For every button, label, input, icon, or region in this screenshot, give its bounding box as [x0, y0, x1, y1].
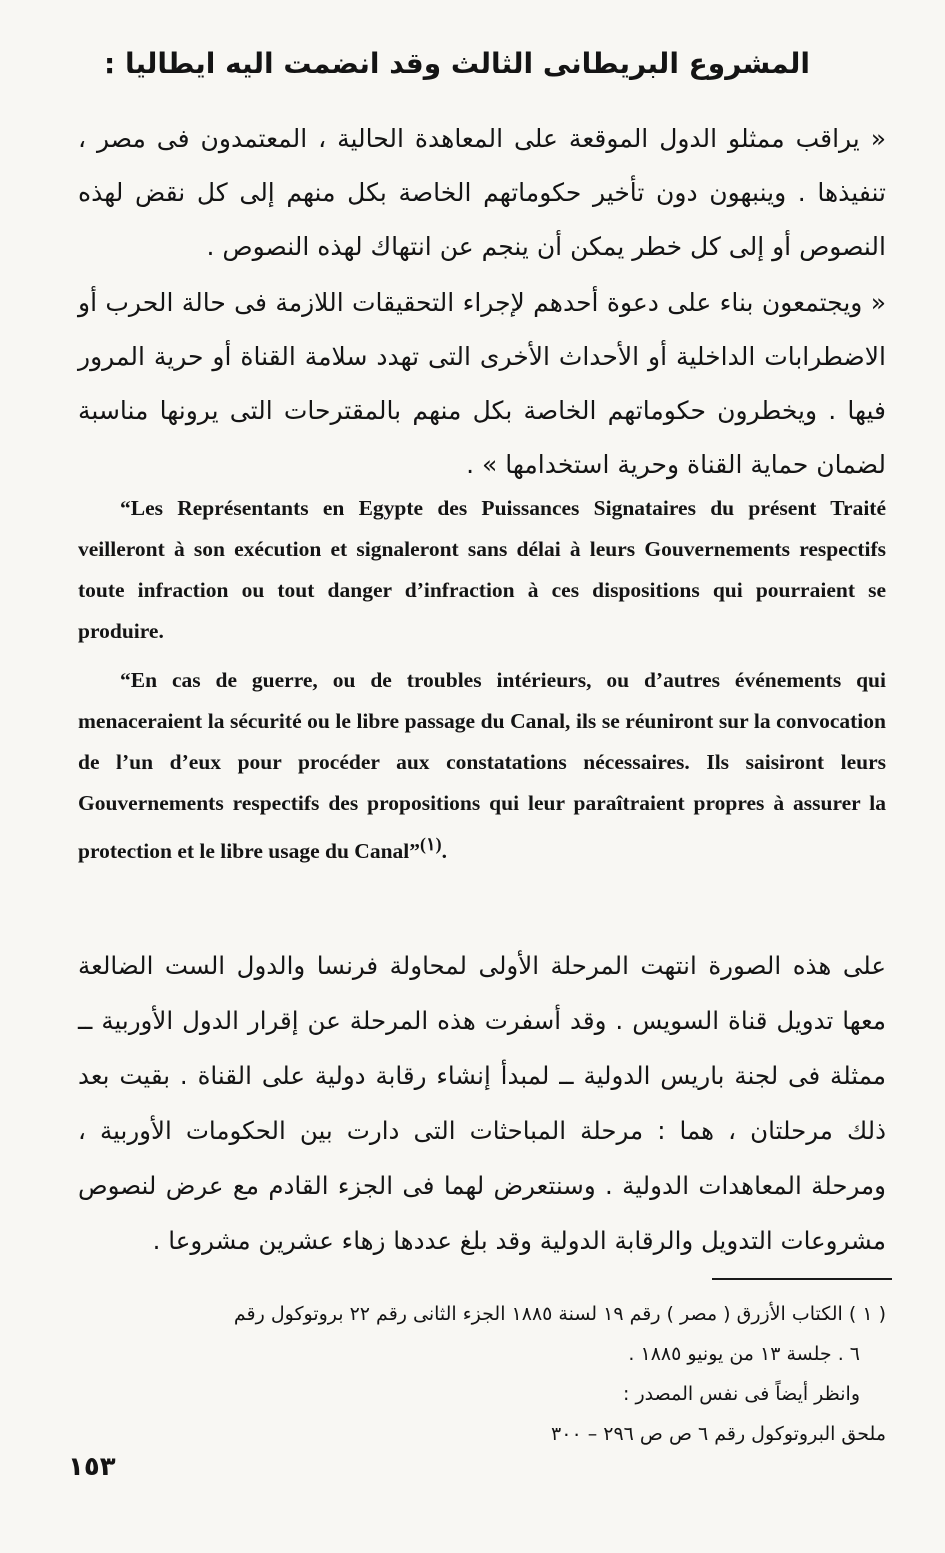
arabic-quote-text: « يراقب ممثلو الدول الموقعة على المعاهدة الحالية ، المعتمدون فى مصر ، تنفيذها . وينبهون دون تأخير حكوماتهم الخاصة بكل منهم إلى كل نقض لهذه النصوص أو إلى كل خطر يمكن أن ينجم عن انتهاك لهذه النصوص .	[78, 124, 886, 261]
footnote-line: ملحق البروتوكول رقم ٦ ص ص ٢٩٦ – ٣٠٠	[551, 1423, 886, 1445]
arabic-quote-text: « ويجتمعون بناء على دعوة أحدهم لإجراء التحقيقات اللازمة فى حالة الحرب أو الاضطرابات الداخلية أو الأحداث الأخرى التى تهدد سلامة القناة أو حرية المرور فيها . ويخطرون حكوماتهم الخاصة بكل منهم بالمقترحات التى يرونها مناسبة لضمان حماية القناة وحرية استخدامها » .	[78, 288, 886, 479]
arabic-quote-paragraph-2	[78, 276, 886, 492]
french-quote-paragraph-1	[78, 488, 886, 652]
footnote-reference[interactable]: (١)	[420, 834, 442, 854]
body-paragraph-text: على هذه الصورة انتهت المرحلة الأولى لمحاولة فرنسا والدول الست الضالعة معها تدويل قناة السويس . وقد أسفرت هذه المرحلة عن إقرار الدول الأوربية ــ ممثلة فى لجنة باريس الدولية ــ لمبدأ إنشاء رقابة دولية على القناة . بقيت بعد ذلك مرحلتان ، هما : مرحلة المباحثات التى دارت بين الحكومات الأوربية ، ومرحلة المعاهدات الدولية . وسنتعرض لهما فى الجزء القادم مع عرض لنصوص مشروعات التدويل والرقابة الدولية وقد بلغ عددها زهاء عشرين مشروعا .	[78, 951, 886, 1255]
footnote-line: ( ١ ) الكتاب الأزرق ( مصر ) رقم ١٩ لسنة ١٨٨٥ الجزء الثانى رقم ٢٢ بروتوكول رقم	[233, 1303, 886, 1325]
body-paragraph	[78, 938, 886, 1268]
footnotes	[78, 1294, 886, 1454]
footnote-divider	[712, 1278, 892, 1280]
arabic-quote-paragraph-1	[78, 112, 886, 274]
footnote-line: وانظر أيضاً فى نفس المصدر :	[623, 1383, 860, 1405]
french-quote-paragraph-2: “En cas de guerre, ou de troubles intérieurs, ou d’autres événements qui menaceraient la sécurité ou le libre passage du Canal, ils se réuniront sur la convocation de l’un d’eux pour procéder aux constatations nécessaires. Ils saisiront leurs Gouvernements respectifs des propositions qui leur paraîtraient propres à assurer la protection et le libre usage du Canal”$^{(١)}$.	[78, 668, 886, 864]
french-quote-text: “En cas de guerre, ou de troubles intérieurs, ou d’autres événements qui menaceraient la sécurité ou le libre passage du Canal, ils se réuniront sur la convocation de l’un d’eux pour procéder aux constatations nécessaires. Ils saisiront leurs Gouvernements respectifs des propositions qui leur paraîtraient propres à assurer la protection et le libre usage du Canal”	[78, 668, 886, 864]
footnote-line: ٦ . جلسة ١٣ من يونيو ١٨٨٥ .	[628, 1343, 860, 1365]
page-number: ١٥٣	[68, 1452, 116, 1482]
french-quote-text: “Les Représentants en Egypte des Puissances Signataires du présent Traité veilleront à son exécution et signaleront sans délai à leurs Gouvernements respectifs toute infraction ou tout danger d’infraction à ces dispositions qui pourraient se produire.	[78, 496, 886, 643]
page-heading: المشروع البريطانى الثالث وقد انضمت اليه ايطاليا :	[104, 47, 810, 80]
